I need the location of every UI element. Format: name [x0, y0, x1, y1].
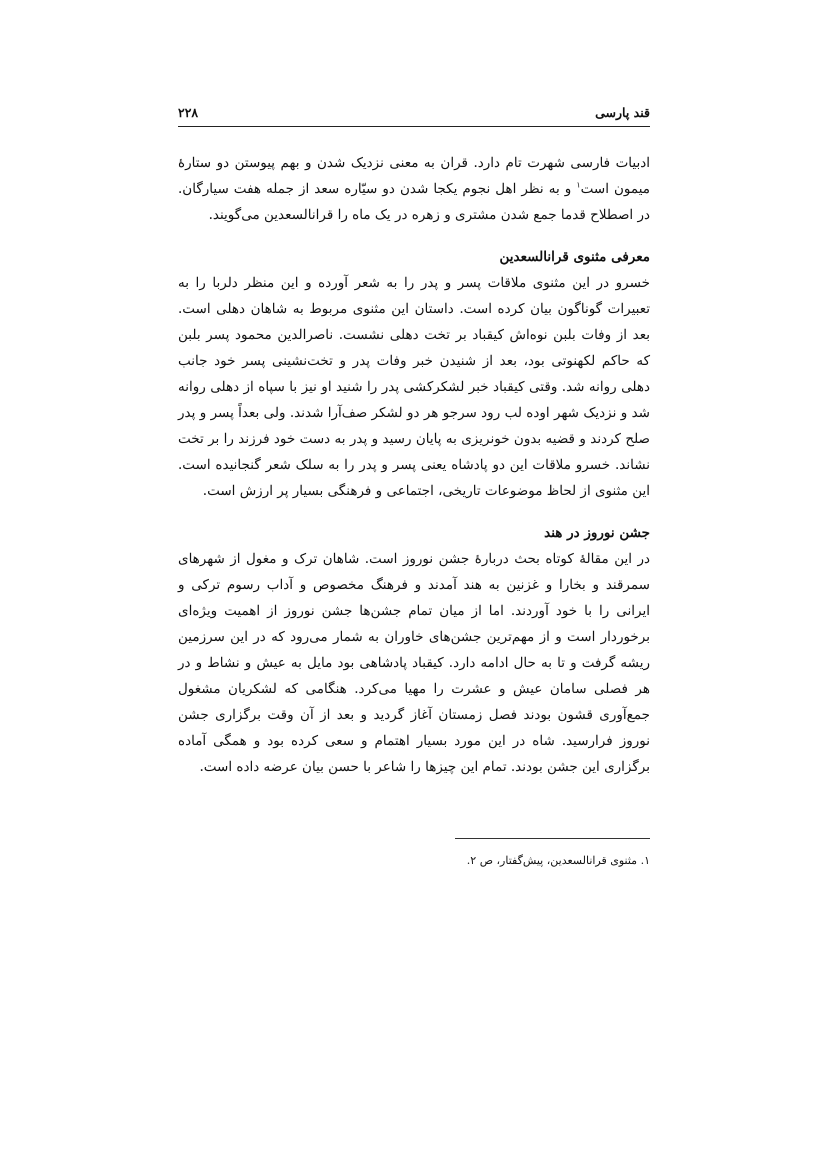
section-heading-qiran: معرفی مثنوی قرانالسعدین	[499, 249, 650, 265]
book-page	[178, 0, 650, 1169]
footnote: ۱. مثنوی قرانالسعدین، پیش‌گفتار، ص ۲.	[466, 854, 650, 867]
intro-text-before-note: ادبیات فارسی شهرت تام دارد. قران به معنی نزدیک شدن و بهم پیوستن دو ستارهٔ میمون است	[178, 155, 651, 197]
section-paragraph-nowruz: در این مقالهٔ کوتاه بحث دربارهٔ جشن نوروز است. شاهان ترک و مغول از شهرهای سمرقند و بخارا و غزنین به هند آمدند و فرهنگ مخصوص و آداب رسوم ترکی و ایرانی را با خود آوردند. اما از میان تمام جشن‌ها جشن نوروز از اهمیت ویژه‌ای برخوردار است و از مهم‌ترین جشن‌های خاوران به شمار می‌رود که در این سرزمین ریشه گرفت و تا به حال ادامه دارد. کیقباد پادشاهی بود مایل به عیش و نشاط و در هر فصلی سامان عیش و عشرت را مهیا می‌کرد. هنگامی که لشکریان مشغول جمع‌آوری قشون بودند فصل زمستان آغاز گردید و بعد از آن وقت برگزاری جشن نوروز فرارسید. شاه در این مورد بسیار اهتمام و سعی کرده بود و همگی آماده برگزاری این جشن بودند. تمام این چیزها را شاعر با حسن بیان عرضه داده است.	[178, 551, 650, 775]
body-text	[178, 150, 650, 780]
intro-text-after-note: و به نظر اهل نجوم یکجا شدن دو سیّاره سعد از جمله هفت سیارگان. در اصطلاح قدما جمع شدن مشتری و زهره در یک ماه را قرانالسعدین می‌گویند.	[178, 181, 650, 223]
section-heading-nowruz: جشن نوروز در هند	[544, 525, 650, 541]
running-header	[178, 104, 650, 127]
footnote-divider	[455, 838, 650, 839]
running-title: قند پارسی	[595, 105, 650, 120]
footnote-marker: ۱	[576, 180, 581, 190]
intro-paragraph	[178, 150, 650, 228]
page-number: ۲۲۸	[178, 105, 199, 120]
section-paragraph-qiran: خسرو در این مثنوی ملاقات پسر و پدر را به شعر آورده و این منظر دلربا را به تعبیرات گوناگون بیان کرده است. داستان این مثنوی مربوط به شاهان دهلی است. بعد از وفات بلبن نوه‌اش کیقباد بر تخت دهلی نشست. ناصرالدین محمود پسر بلبن که حاکم لکهنوتی بود، بعد از شنیدن خبر وفات پدر و تخت‌نشینی پسر خود جانب دهلی روانه شد. وقتی کیقباد خبر لشکرکشی پدر را شنید او نیز با سپاه از دهلی روانه شد و نزدیک شهر اوده لب رود سرجو هر دو لشکر صف‌آرا شدند. ولی بعداً پسر و پدر صلح کردند و قضیه بدون خونریزی به پایان رسید و پدر به دست خود فرزند را بر تخت نشاند. خسرو ملاقات این دو پادشاه یعنی پسر و پدر را به سلک شعر گنجانیده است. این مثنوی از لحاظ موضوعات تاریخی، اجتماعی و فرهنگی بسیار پر ارزش است.	[178, 275, 650, 499]
